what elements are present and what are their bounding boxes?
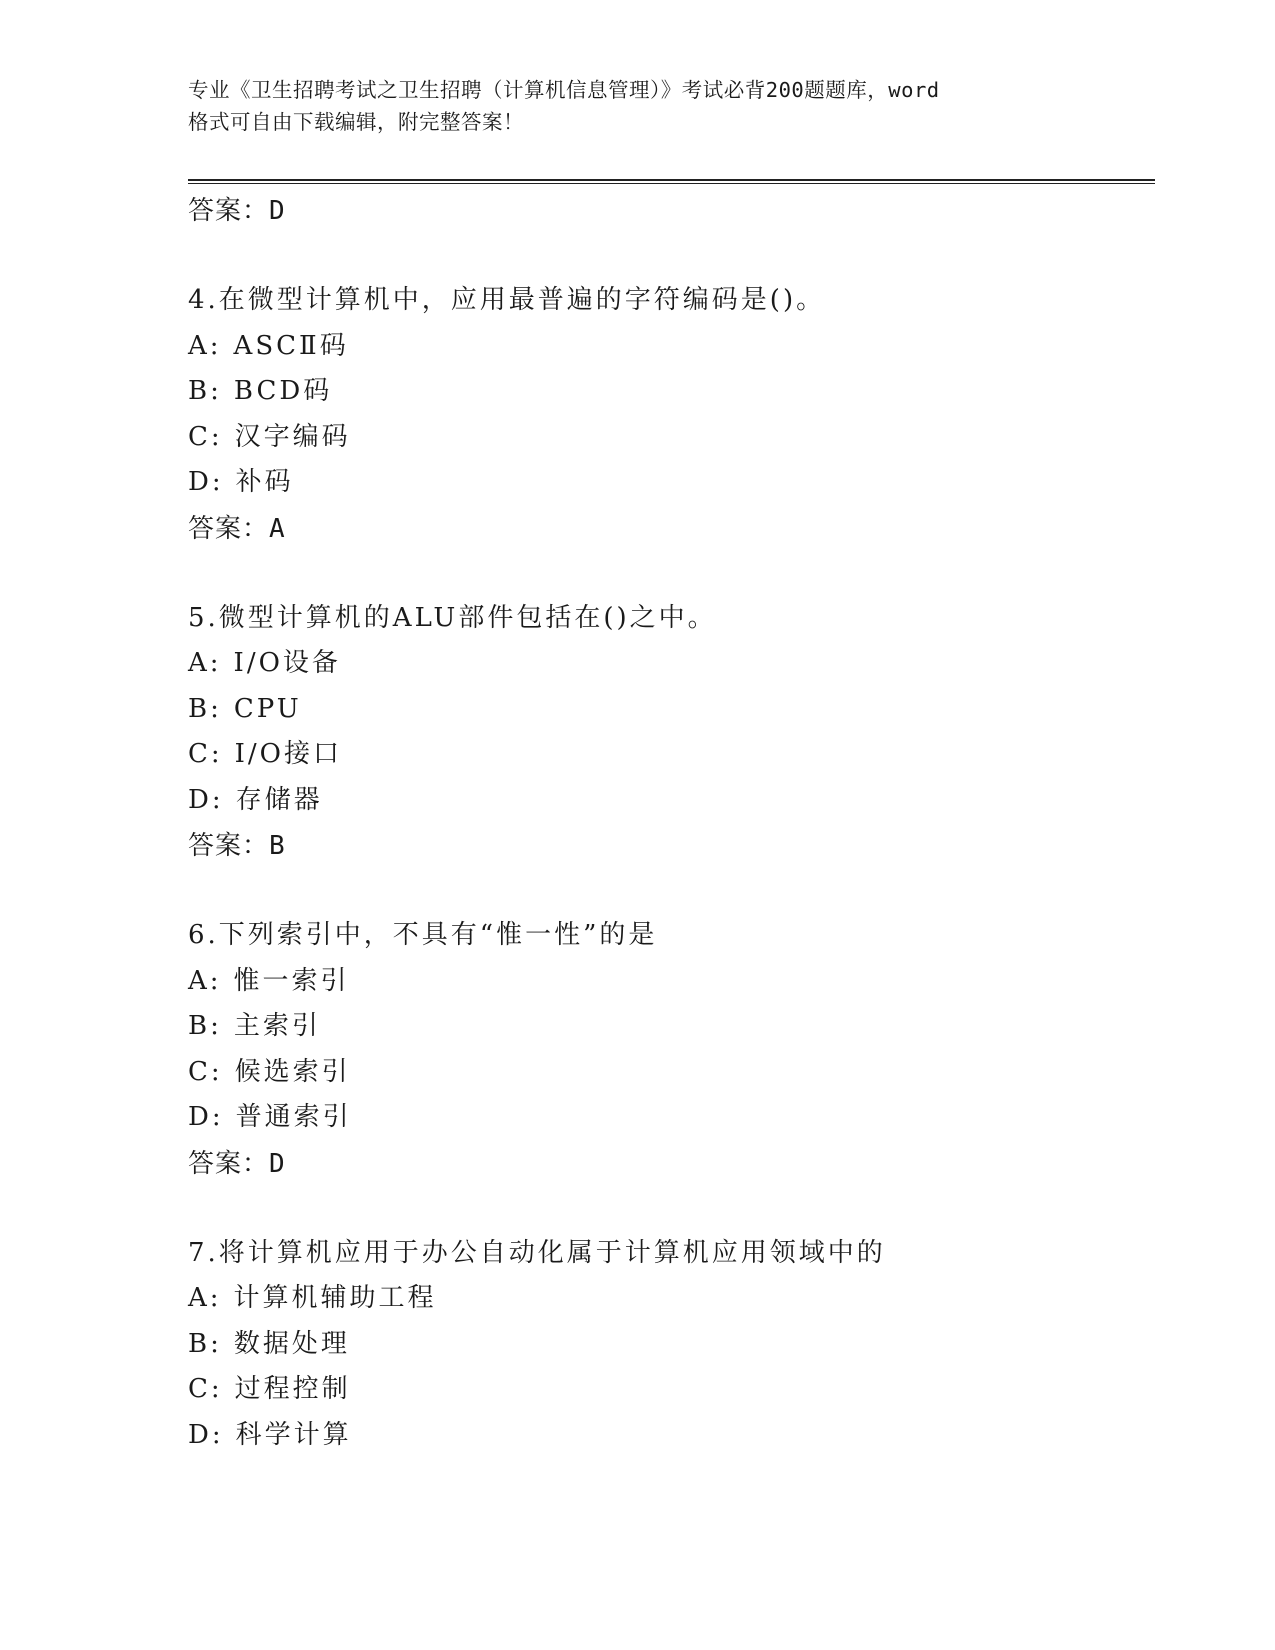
answer-line: 答案：B — [188, 831, 286, 861]
option-text: BCD码 — [233, 376, 333, 406]
option-c — [188, 732, 1148, 778]
option-letter: D: — [188, 467, 224, 497]
question-stem: 6.下列索引中，不具有“惟一性”的是 — [188, 920, 658, 950]
option-c — [188, 1050, 1148, 1096]
option-text: CPU — [233, 693, 302, 724]
option-d — [188, 1095, 1148, 1141]
question-list — [188, 188, 1148, 1458]
option-letter: C: — [188, 1056, 223, 1087]
question-item — [188, 596, 1148, 870]
option-text: 主索引 — [233, 1011, 321, 1041]
option-text: 过程控制 — [234, 1374, 351, 1404]
option-text: 补码 — [235, 467, 294, 497]
option-d — [188, 1413, 1148, 1459]
answer-line: 答案：D — [188, 1148, 286, 1179]
option-letter: C: — [188, 1374, 223, 1404]
option-letter: D: — [188, 1419, 224, 1450]
option-a — [188, 1276, 1148, 1322]
option-letter: B: — [188, 376, 222, 406]
option-letter: A: — [188, 965, 222, 996]
spacer — [188, 234, 1148, 278]
option-letter: D: — [188, 1102, 224, 1132]
option-text: 候选索引 — [234, 1056, 351, 1087]
option-text: 数据处理 — [233, 1328, 350, 1359]
option-a — [188, 324, 1148, 370]
option-c — [188, 415, 1148, 461]
option-d — [188, 460, 1148, 506]
option-letter: A: — [188, 330, 222, 361]
option-letter: B: — [188, 1011, 222, 1041]
header-divider-thin — [188, 183, 1155, 184]
spacer — [188, 552, 1148, 596]
question-stem: 7.将计算机应用于办公自动化属于计算机应用领域中的 — [188, 1237, 886, 1268]
option-a — [188, 959, 1148, 1005]
answer-line: 答案：D — [188, 196, 286, 226]
question-item — [188, 278, 1148, 552]
document-header — [188, 74, 1088, 138]
option-text: ASCⅡ码 — [233, 330, 349, 361]
question-stem: 4.在微型计算机中，应用最普遍的字符编码是()。 — [188, 285, 826, 315]
spacer — [188, 1187, 1148, 1231]
question-item — [188, 913, 1148, 1187]
option-letter: A: — [188, 1283, 222, 1313]
option-text: I/O设备 — [233, 648, 341, 678]
header-line-2: 格式可自由下载编辑，附完整答案！ — [188, 110, 524, 134]
question-stem: 5.微型计算机的ALU部件包括在()之中。 — [188, 602, 717, 633]
header-divider-thick — [188, 179, 1155, 181]
option-b — [188, 1004, 1148, 1050]
option-letter: B: — [188, 1328, 222, 1359]
option-text: 科学计算 — [235, 1419, 352, 1450]
option-text: 计算机辅助工程 — [233, 1283, 437, 1313]
option-b — [188, 1322, 1148, 1368]
option-c — [188, 1367, 1148, 1413]
option-text: I/O接口 — [234, 739, 343, 769]
option-letter: C: — [188, 739, 223, 769]
option-b — [188, 687, 1148, 733]
option-text: 存储器 — [235, 784, 323, 815]
spacer — [188, 869, 1148, 913]
option-letter: A: — [188, 648, 222, 678]
answer-line: 答案：A — [188, 513, 286, 544]
option-letter: B: — [188, 693, 222, 724]
header-line-1: 专业《卫生招聘考试之卫生招聘（计算机信息管理）》考试必背200题题库，word — [188, 78, 940, 102]
option-letter: D: — [188, 784, 224, 815]
option-b — [188, 369, 1148, 415]
option-text: 普通索引 — [235, 1102, 352, 1132]
option-d — [188, 778, 1148, 824]
option-letter: C: — [188, 421, 223, 452]
question-item — [188, 1231, 1148, 1459]
option-text: 惟一索引 — [233, 965, 350, 996]
option-a — [188, 641, 1148, 687]
option-text: 汉字编码 — [234, 421, 351, 452]
